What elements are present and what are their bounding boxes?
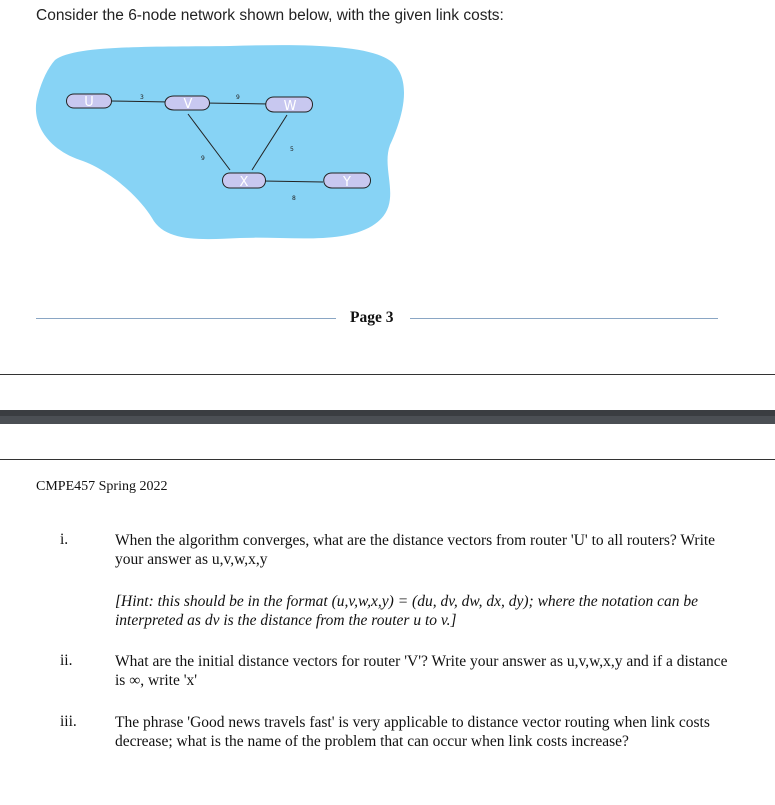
- page-rule-left: [36, 318, 336, 319]
- question-text: What are the initial distance vectors for router 'V'? Write your answer as u,v,w,x,y and if a distance is ∞, write 'x': [115, 653, 728, 689]
- router-v-label: V: [183, 97, 193, 112]
- cost-v-x: 9: [201, 155, 205, 162]
- question-number: iii.: [60, 713, 77, 730]
- network-diagram: [0, 0, 775, 300]
- question-hint: [Hint: this should be in the format (u,v,w,x,y) = (du, dv, dw, dx, dy); where the notation can be interpreted as dv is the distance from the router u to v.]: [115, 593, 698, 629]
- intro-text: Consider the 6-node network shown below, with the given link costs:: [36, 7, 504, 24]
- cost-x-y: 8: [292, 195, 296, 202]
- router-u-label: U: [84, 95, 94, 110]
- course-header: CMPE457 Spring 2022: [36, 479, 168, 494]
- router-w-label: W: [283, 99, 297, 114]
- question-number: i.: [60, 531, 69, 548]
- question-text: The phrase 'Good news travels fast' is very applicable to distance vector routing when link costs decrease; what is the name of the problem that can occur when link costs increase?: [115, 714, 710, 750]
- page-gap-band-dark: [0, 410, 775, 416]
- network-cloud: [36, 45, 404, 239]
- cost-u-v: 3: [140, 94, 144, 101]
- router-y-label: Y: [343, 175, 351, 190]
- question-number: ii.: [60, 652, 73, 669]
- question-text: When the algorithm converges, what are the distance vectors from router 'U' to all routers? Write your answer as u,v,w,x,y: [115, 532, 716, 568]
- cost-w-x: 5: [290, 146, 294, 153]
- page-divider-bottom: [0, 459, 775, 460]
- page-label: Page 3: [350, 309, 394, 326]
- page-divider-top: [0, 374, 775, 375]
- router-x-label: X: [239, 175, 249, 190]
- cost-v-w: 9: [236, 94, 240, 101]
- page-rule-right: [410, 318, 718, 319]
